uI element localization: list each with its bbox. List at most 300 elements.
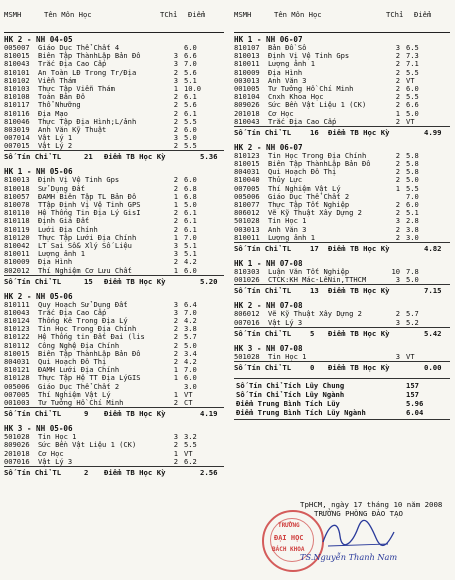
course-credits: 3 (395, 351, 400, 361)
column-header (234, 6, 450, 32)
stamp-text: TRƯỜNG (278, 522, 300, 529)
course-name: Công Nghệ Địa Chính (38, 341, 120, 350)
course-name: Thực Tập Tốt Nghiệp (268, 201, 350, 209)
course-score: 5.5 (184, 141, 197, 151)
course-score: 7.1 (406, 59, 419, 69)
summary-credits-label: Số Tín Chỉ TL (234, 328, 292, 338)
course-code: 007005 (234, 183, 260, 193)
course-code: 810043 (4, 59, 30, 69)
stamp-text: ĐẠI HỌC (274, 534, 304, 542)
course-code: 810303 (234, 266, 260, 276)
stamp-text: BÁCH KHOA (272, 546, 305, 553)
course-score: VT (184, 389, 193, 399)
summary-credits-label: Số Tín Chỉ TL (4, 409, 62, 419)
total-label: Điểm Trung Bình Tích Lũy Ngành (236, 407, 366, 417)
course-score: 6.0 (184, 265, 197, 275)
course-name: Địa Mạo (38, 109, 68, 118)
summary-gpa-value: 7.15 (424, 286, 442, 296)
course-score: 4.2 (184, 257, 197, 267)
summary-gpa-label: Điểm TB Học Kỳ (328, 286, 390, 296)
course-code: 810122 (4, 332, 30, 342)
course-score: 5.8 (406, 150, 419, 160)
course-code: 007015 (4, 141, 30, 151)
summary-gpa-label: Điểm TB Học Kỳ (104, 409, 166, 419)
course-credits: 2 (173, 183, 178, 193)
course-code: 810108 (4, 92, 30, 102)
course-code: 201018 (4, 448, 30, 458)
course-credits: 1 (173, 389, 178, 399)
course-name: Hệ Thống Tin Địa Lý GisI (38, 209, 141, 218)
course-code: 810013 (4, 175, 30, 185)
header-score: Điểm (188, 10, 206, 19)
semester-title: HK 2 - NH 04-05 (4, 35, 73, 44)
course-credits: 3 (173, 307, 178, 317)
course-name: Thực Tập Viễn Thám (38, 84, 115, 93)
total-row (234, 381, 450, 390)
course-score: 6.6 (406, 100, 419, 110)
semester-section (4, 424, 224, 477)
total-value: 6.04 (406, 407, 424, 417)
summary-credits-value: 13 (310, 286, 319, 296)
summary-gpa-label: Điểm TB Học Kỳ (104, 152, 166, 162)
summary-credits-label: Số Tín Chỉ TL (4, 467, 62, 477)
course-name: CTCK:KH Mác-LêNin,TTHCM (268, 276, 367, 285)
course-score: 5.1 (184, 75, 197, 85)
course-score: 4.2 (184, 316, 197, 326)
course-credits: 2 (173, 141, 178, 151)
course-name: Qui Hoạch Đô Thị (268, 168, 337, 177)
total-value: 157 (406, 389, 419, 399)
course-credits: 2 (173, 116, 178, 126)
summary-gpa-label: Điểm TB Học Kỳ (328, 328, 390, 338)
course-row (234, 110, 450, 118)
course-name: Qui Hoạch Đô Thị (38, 358, 107, 366)
course-credits: 1 (173, 448, 178, 458)
course-score: VT (406, 351, 415, 361)
course-name: Cnxh Khoa Học (268, 93, 324, 102)
course-name: Giáo Dục Thể Chất 4 (38, 44, 120, 52)
course-code: 802012 (4, 265, 30, 275)
course-code: 810013 (234, 51, 260, 61)
semester-title: HK 1 - NH 07-08 (234, 258, 303, 268)
course-code: 810112 (4, 340, 30, 350)
course-credits: 2 (395, 75, 400, 85)
course-score: 6.5 (406, 43, 419, 52)
course-name: Thủy Lực (268, 176, 303, 185)
course-name: Anh Văn 3 (268, 225, 307, 234)
course-score: 5.8 (406, 167, 419, 177)
course-name: Tư Tưởng Hồ Chí Minh (38, 398, 124, 407)
header-rule (4, 32, 224, 33)
total-row (234, 399, 450, 408)
course-credits: 1 (395, 183, 400, 193)
course-credits: 2 (395, 67, 400, 77)
course-code: 810119 (4, 224, 30, 234)
course-code: 001005 (234, 83, 260, 93)
course-name: Anh Văn Kỹ Thuật (38, 125, 107, 134)
course-code: 810078 (4, 200, 30, 209)
total-row (234, 390, 450, 399)
summary-credits-label: Số Tín Chỉ TL (234, 127, 292, 137)
summary-gpa-value: 5.42 (424, 328, 442, 338)
course-code: 810015 (4, 348, 30, 358)
course-credits: 3 (173, 51, 178, 61)
course-credits: 3 (173, 59, 178, 69)
course-score: 5.0 (184, 340, 197, 350)
header-score: Điểm (414, 10, 432, 19)
summary-gpa-value: 4.19 (200, 409, 218, 419)
course-score: VT (406, 116, 415, 126)
summary-gpa-value: 4.82 (424, 243, 442, 253)
course-name: Sức Bền Vật Liệu 1 (CK) (268, 101, 367, 110)
semester-summary (4, 275, 224, 286)
right-sections (234, 35, 450, 372)
course-code: 804031 (4, 357, 30, 366)
course-credits: 2 (173, 348, 178, 358)
course-credits: 2 (395, 59, 400, 69)
course-credits: 2 (395, 200, 400, 209)
course-code: 810110 (4, 208, 30, 218)
semester-section (4, 167, 224, 285)
course-row (234, 234, 450, 242)
summary-credits-label: Số Tín Chỉ TL (4, 276, 62, 286)
course-code: 810123 (234, 150, 260, 160)
official-stamp (262, 510, 324, 572)
semester-title: HK 3 - NH 05-06 (4, 424, 73, 434)
course-name: ĐAMH Biên Tập TL Bản Đồ (38, 192, 137, 201)
course-score: 6.0 (406, 200, 419, 209)
course-code: 810011 (4, 249, 30, 259)
course-code: 001026 (234, 275, 260, 285)
total-row (234, 408, 450, 417)
course-score: 3.4 (184, 348, 197, 358)
course-score: 3.2 (184, 432, 197, 442)
course-code: 810018 (4, 183, 30, 193)
course-name: Thí Nghiệm Vật Lý (268, 184, 341, 193)
header-msmh: MSMH (4, 10, 22, 19)
course-code: 501028 (4, 432, 30, 442)
course-name: Giáo Dục Thể Chất 2 (38, 382, 120, 391)
course-score: 7.3 (406, 51, 419, 61)
course-credits: 1 (173, 232, 178, 242)
header-msmh: MSMH (234, 10, 252, 19)
course-name: Trắc Địa Cao Cấp (38, 308, 107, 317)
course-score: 7.0 (184, 307, 197, 317)
course-credits: 3 (173, 75, 178, 85)
course-name: Bản Đồ Số (268, 44, 307, 52)
course-name: Định Giá Đất (38, 217, 90, 226)
course-credits: 2 (173, 456, 178, 466)
summary-credits-value: 16 (310, 127, 319, 137)
course-score: 7.0 (184, 365, 197, 375)
course-score: 5.1 (184, 240, 197, 250)
course-credits: 2 (395, 51, 400, 61)
course-score: 6.4 (184, 299, 197, 309)
course-code: 810128 (4, 373, 30, 383)
course-row (234, 319, 450, 327)
course-code: 810040 (234, 175, 260, 185)
course-score: 5.5 (184, 116, 197, 126)
course-credits: 2 (173, 108, 178, 118)
course-score: 5.7 (184, 332, 197, 342)
course-credits: 2 (173, 397, 178, 407)
course-code: 803019 (4, 124, 30, 134)
course-name: Thực Tập Hệ TT Địa LýGIS (38, 374, 141, 383)
course-code: 810120 (4, 232, 30, 242)
course-score: 6.1 (184, 208, 197, 218)
course-name: Thống Kê Trong Địa Lý (38, 317, 128, 326)
course-credits: 2 (173, 324, 178, 334)
course-code: 007016 (234, 317, 260, 327)
course-row (4, 458, 224, 466)
course-credits: 3 (395, 275, 400, 285)
course-name: Vật Lý 1 (38, 134, 73, 143)
semester-summary (234, 242, 450, 253)
course-credits: 2 (173, 124, 178, 134)
course-name: Lưới Địa Chính (38, 225, 98, 234)
semester-section (234, 301, 450, 337)
course-code: 501028 (234, 216, 260, 226)
course-credits: 1 (173, 200, 178, 209)
course-name: Địa Hình (38, 258, 73, 267)
course-score: 5.6 (184, 100, 197, 110)
course-code: 810043 (4, 307, 30, 317)
course-name: Lượng ảnh 1 (268, 233, 315, 242)
semester-section (234, 143, 450, 253)
course-score: 5.1 (406, 208, 419, 218)
header-course-name: Tên Môn Học (274, 10, 322, 19)
course-credits: 2 (173, 316, 178, 326)
semester-section (4, 35, 224, 161)
course-credits: 2 (395, 83, 400, 93)
summary-credits-value: 21 (84, 152, 93, 162)
course-code: 810042 (4, 240, 30, 250)
summary-credits-value: 2 (84, 467, 89, 477)
course-score: 5.5 (406, 183, 419, 193)
course-code: 806012 (234, 309, 260, 319)
course-name: Toán Bản Đồ (38, 93, 85, 102)
course-credits: 2 (395, 232, 400, 242)
course-score: 6.8 (184, 191, 197, 201)
header-credits: TChỉ (160, 10, 178, 19)
course-name: Hệ Thống tin Đất Đai (lis (38, 333, 145, 342)
course-score: 6.0 (406, 83, 419, 93)
left-sections (4, 35, 224, 477)
course-credits: 2 (395, 309, 400, 319)
semester-summary (234, 126, 450, 137)
course-score: 6.2 (184, 456, 197, 466)
course-code: 810009 (4, 257, 30, 267)
course-credits: 10 (391, 266, 400, 276)
summary-credits-label: Số Tín Chỉ TL (4, 152, 62, 162)
course-name: Sức Bền Vật Liệu 1 (CK) (38, 441, 137, 450)
summary-credits-value: 9 (84, 409, 89, 419)
course-code: 005007 (4, 43, 30, 52)
signatory-name: TS.Nguyễn Thanh Nam (300, 552, 398, 562)
header-rule (234, 32, 450, 33)
course-name: Thổ Nhưỡng (38, 101, 81, 110)
course-row (234, 118, 450, 126)
summary-gpa-value: 0.00 (424, 362, 442, 372)
summary-gpa-label: Điểm TB Học Kỳ (104, 276, 166, 286)
course-name: Biên Tập ThànhLập Bản Đồ (38, 52, 141, 61)
course-code: 001003 (4, 397, 30, 407)
summary-credits-value: 17 (310, 243, 319, 253)
course-name: TTập Định Vị Vệ Tinh GPS (38, 201, 141, 209)
summary-credits-label: Số Tín Chỉ TL (234, 243, 292, 253)
course-credits: 2 (173, 340, 178, 350)
course-code: 810121 (4, 365, 30, 375)
course-score: 5.8 (406, 159, 419, 169)
course-row (234, 69, 450, 77)
course-name: An Toàn LĐ Trong Tr/Địa (38, 68, 137, 77)
course-name: Anh Văn 3 (268, 76, 307, 85)
summary-gpa-label: Điểm TB Học Kỳ (328, 243, 390, 253)
course-name: Vật Lý 3 (38, 457, 73, 466)
course-code: 810117 (4, 100, 30, 110)
course-credits: 3 (173, 249, 178, 259)
course-row (4, 142, 224, 150)
course-score: 6.6 (184, 51, 197, 61)
course-code: 810043 (234, 116, 260, 126)
course-credits: 2 (173, 100, 178, 110)
course-code: 810124 (4, 316, 30, 326)
course-credits: 3 (173, 133, 178, 143)
course-name: Vật Lý 2 (38, 142, 73, 151)
course-score: 5.0 (406, 175, 419, 185)
summary-credits-value: 15 (84, 276, 93, 286)
course-credits: 1 (173, 365, 178, 375)
course-code: 810057 (4, 191, 30, 201)
summary-gpa-label: Điểm TB Học Kỳ (328, 362, 390, 372)
course-score: 6.0 (184, 124, 197, 134)
course-code: 007014 (4, 133, 30, 143)
course-code: 007005 (4, 389, 30, 399)
course-score: 2.8 (406, 216, 419, 226)
course-score: 5.0 (406, 275, 419, 285)
course-score: 3.8 (184, 324, 197, 334)
course-score: 5.5 (406, 67, 419, 77)
summary-credits-value: 5 (310, 328, 315, 338)
course-credits: 2 (173, 175, 178, 185)
course-code: 501028 (234, 351, 260, 361)
semester-title: HK 2 - NH 07-08 (234, 301, 303, 311)
course-code: 810101 (4, 67, 30, 77)
course-name: Thực Tập Địa Hình;L/ảnh (38, 117, 137, 126)
course-code: 810103 (4, 83, 30, 93)
course-credits: 2 (395, 150, 400, 160)
course-score: 5.0 (184, 133, 197, 143)
course-credits: 1 (173, 373, 178, 383)
course-name: LT Sai Số& Xlý Số Liệu (38, 241, 132, 250)
course-score: 5.0 (406, 108, 419, 118)
total-value: 157 (406, 380, 419, 390)
course-credits: 2 (395, 92, 400, 102)
course-name: Quy Hoạch Sử Dụng Đất (38, 300, 128, 309)
course-credits: 2 (173, 257, 178, 267)
course-score: 7.0 (184, 232, 197, 242)
course-name: Thực Tập Lưới Địa Chính (38, 233, 137, 242)
course-credits: 3 (173, 299, 178, 309)
course-code: 810011 (234, 232, 260, 242)
course-code: 007016 (4, 456, 30, 466)
course-score: 6.0 (184, 175, 197, 185)
course-name: Tin Học 1 (268, 352, 307, 361)
summary-gpa-label: Điểm TB Học Kỳ (328, 127, 390, 137)
course-code: 804031 (234, 167, 260, 177)
right-column (234, 6, 450, 420)
summary-credits-value: 0 (310, 362, 315, 372)
course-name: Luận Văn Tốt Nghiệp (268, 267, 350, 276)
course-code: 005006 (234, 191, 260, 201)
course-code: 806012 (234, 208, 260, 218)
course-score: 7.8 (406, 266, 419, 276)
course-credits: 1 (173, 83, 178, 93)
course-score: 5.7 (406, 309, 419, 319)
semester-title: HK 1 - NH 05-06 (4, 167, 73, 177)
course-score: 5.2 (406, 317, 419, 327)
course-credits: 2 (173, 332, 178, 342)
course-code: 810077 (234, 200, 260, 209)
course-score: 6.1 (184, 224, 197, 234)
total-label: Số Tín Chỉ Tích Lũy Ngành (236, 389, 345, 399)
course-code: 810123 (4, 324, 30, 334)
course-score: 6.1 (184, 108, 197, 118)
course-score: 10.0 (184, 83, 202, 93)
signature-office: TRƯỞNG PHÒNG ĐÀO TẠO (314, 509, 403, 518)
course-score: 6.1 (184, 216, 197, 226)
course-code: 809026 (4, 440, 30, 450)
course-name: Tin Học 1 (268, 217, 307, 226)
column-header (4, 6, 224, 32)
summary-gpa-label: Điểm TB Học Kỳ (104, 467, 166, 477)
course-score: 5.1 (184, 249, 197, 259)
course-row (234, 276, 450, 284)
course-score: 3.0 (406, 232, 419, 242)
summary-gpa-value: 4.99 (424, 127, 442, 137)
semester-summary (4, 466, 224, 477)
course-credits: 2 (173, 357, 178, 366)
course-code: 810111 (4, 299, 30, 309)
course-code: 810015 (234, 159, 260, 169)
course-row (4, 267, 224, 275)
course-score: 6.8 (184, 183, 197, 193)
course-score: VT (406, 75, 415, 85)
course-name: Thí Nghiệm Vật Lý (38, 390, 111, 399)
course-score: 5.5 (406, 92, 419, 102)
course-name: Định Vị Vệ Tinh Gps (38, 176, 120, 185)
course-score: 3.0 (184, 381, 197, 391)
summary-gpa-value: 5.36 (200, 152, 218, 162)
course-row (4, 399, 224, 407)
course-score: 6.1 (184, 92, 197, 102)
total-label: Điểm Trung Bình Tích Lũy (236, 398, 340, 408)
summary-gpa-value: 5.20 (200, 276, 218, 286)
course-name: Lượng ảnh 1 (38, 250, 85, 259)
semester-title: HK 2 - NH 06-07 (234, 142, 303, 152)
course-credits: 3 (173, 240, 178, 250)
course-score: 5.5 (184, 440, 197, 450)
semester-summary (234, 361, 450, 372)
summary-credits-label: Số Tín Chỉ TL (234, 286, 292, 296)
course-credits: 3 (173, 432, 178, 442)
semester-title: HK 1 - NH 06-07 (234, 35, 303, 44)
cumulative-totals (234, 378, 450, 420)
course-name: Biên Tập ThànhLập Bản Đồ (268, 160, 371, 169)
course-credits: 2 (395, 208, 400, 218)
semester-summary (4, 407, 224, 418)
course-score: VT (184, 448, 193, 458)
